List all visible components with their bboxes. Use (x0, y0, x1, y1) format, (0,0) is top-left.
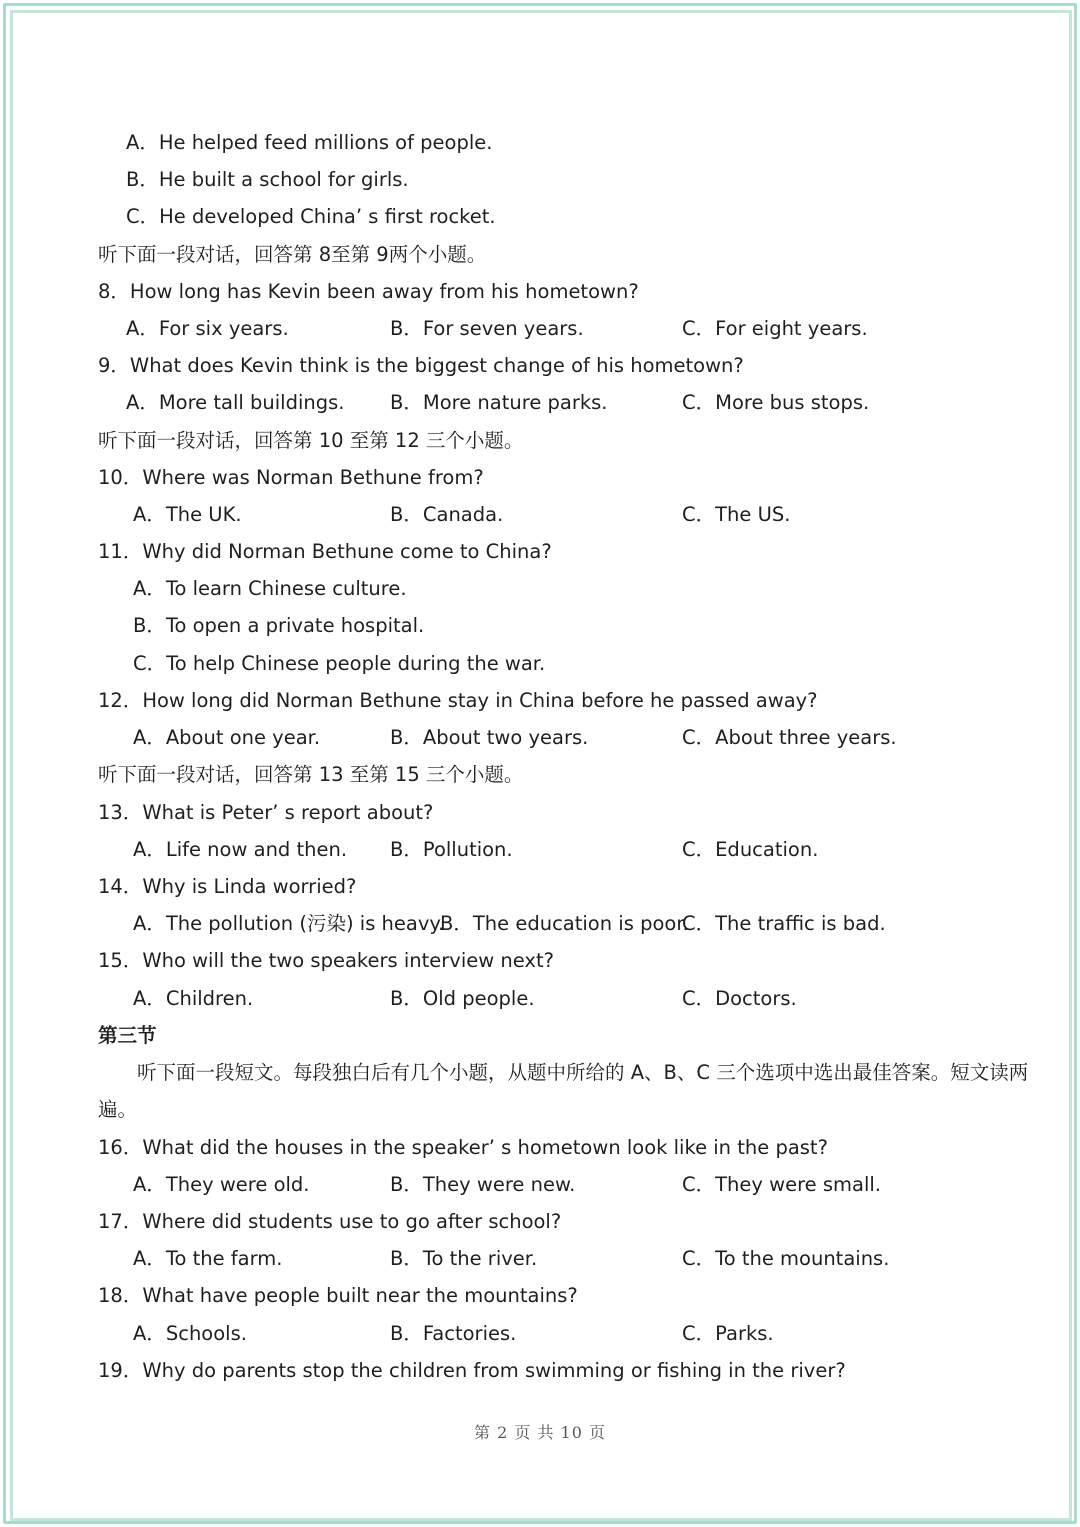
text-line: 17．Where did students use to go after school? (98, 1210, 562, 1233)
text-line: B．Factories. (390, 1322, 517, 1345)
text-line: 10．Where was Norman Bethune from? (98, 466, 484, 489)
text-line: 听下面一段短文。每段独白后有几个小题，从题中所给的 A、B、C 三个选项中选出最佳答案。短文读两 (137, 1061, 1029, 1084)
text-line: 听下面一段对话，回答第 10 至第 12 三个小题。 (98, 429, 524, 452)
text-line: 9．What does Kevin think is the biggest change of his hometown? (98, 354, 744, 377)
text-line: C．About three years. (682, 726, 897, 749)
text-line: C．He developed China’ s first rocket. (126, 205, 496, 228)
text-line: A．More tall buildings. (126, 391, 345, 414)
text-line: C．Doctors. (682, 987, 797, 1010)
text-line: 15．Who will the two speakers interview next? (98, 949, 554, 972)
text-line: A．The pollution (污染) is heavy. (133, 912, 445, 935)
text-line: 18．What have people built near the mountains? (98, 1284, 578, 1307)
text-line: 11．Why did Norman Bethune come to China? (98, 540, 552, 563)
text-line: C．To help Chinese people during the war. (133, 652, 546, 675)
text-line: C．For eight years. (682, 317, 868, 340)
text-line: A．About one year. (133, 726, 321, 749)
text-line: A．They were old. (133, 1173, 310, 1196)
text-line: A．To the farm. (133, 1247, 283, 1270)
text-line: 14．Why is Linda worried? (98, 875, 357, 898)
text-line: B．To open a private hospital. (133, 614, 425, 637)
text-line: A．Schools. (133, 1322, 247, 1345)
text-line: 听下面一段对话，回答第 13 至第 15 三个小题。 (98, 763, 524, 786)
text-line: B．The education is poor. (440, 912, 689, 935)
text-line: B．About two years. (390, 726, 589, 749)
text-line: 16．What did the houses in the speaker’ s hometown look like in the past? (98, 1136, 828, 1159)
text-line: 听下面一段对话，回答第 8至第 9两个小题。 (98, 243, 487, 266)
text-line: A．Life now and then. (133, 838, 348, 861)
text-line: C．They were small. (682, 1173, 881, 1196)
text-line: B．To the river. (390, 1247, 538, 1270)
text-line: 第三节 (98, 1024, 157, 1047)
text-line: C．Parks. (682, 1322, 774, 1345)
text-line: B．More nature parks. (390, 391, 608, 414)
text-line: A．He helped feed millions of people. (126, 131, 493, 154)
text-line: 12．How long did Norman Bethune stay in China before he passed away? (98, 689, 818, 712)
text-line: 19．Why do parents stop the children from swimming or fishing in the river? (98, 1359, 846, 1382)
text-line: B．Canada. (390, 503, 504, 526)
text-line: 8．How long has Kevin been away from his hometown? (98, 280, 639, 303)
text-line: C．To the mountains. (682, 1247, 890, 1270)
text-line: B．He built a school for girls. (126, 168, 409, 191)
page-number-footer: 第 2 页 共 10 页 (474, 1423, 606, 1442)
text-line: A．To learn Chinese culture. (133, 577, 407, 600)
text-line: B．They were new. (390, 1173, 576, 1196)
text-line: C．Education. (682, 838, 819, 861)
text-line: B．Old people. (390, 987, 535, 1010)
text-line: C．The US. (682, 503, 791, 526)
text-line: C．More bus stops. (682, 391, 870, 414)
text-line: 13．What is Peter’ s report about? (98, 801, 434, 824)
text-line: A．Children. (133, 987, 254, 1010)
text-line: 遍。 (98, 1098, 138, 1121)
text-line: A．For six years. (126, 317, 289, 340)
text-line: C．The traffic is bad. (682, 912, 886, 935)
text-line: B．Pollution. (390, 838, 513, 861)
text-line: A．The UK. (133, 503, 242, 526)
text-line: B．For seven years. (390, 317, 584, 340)
